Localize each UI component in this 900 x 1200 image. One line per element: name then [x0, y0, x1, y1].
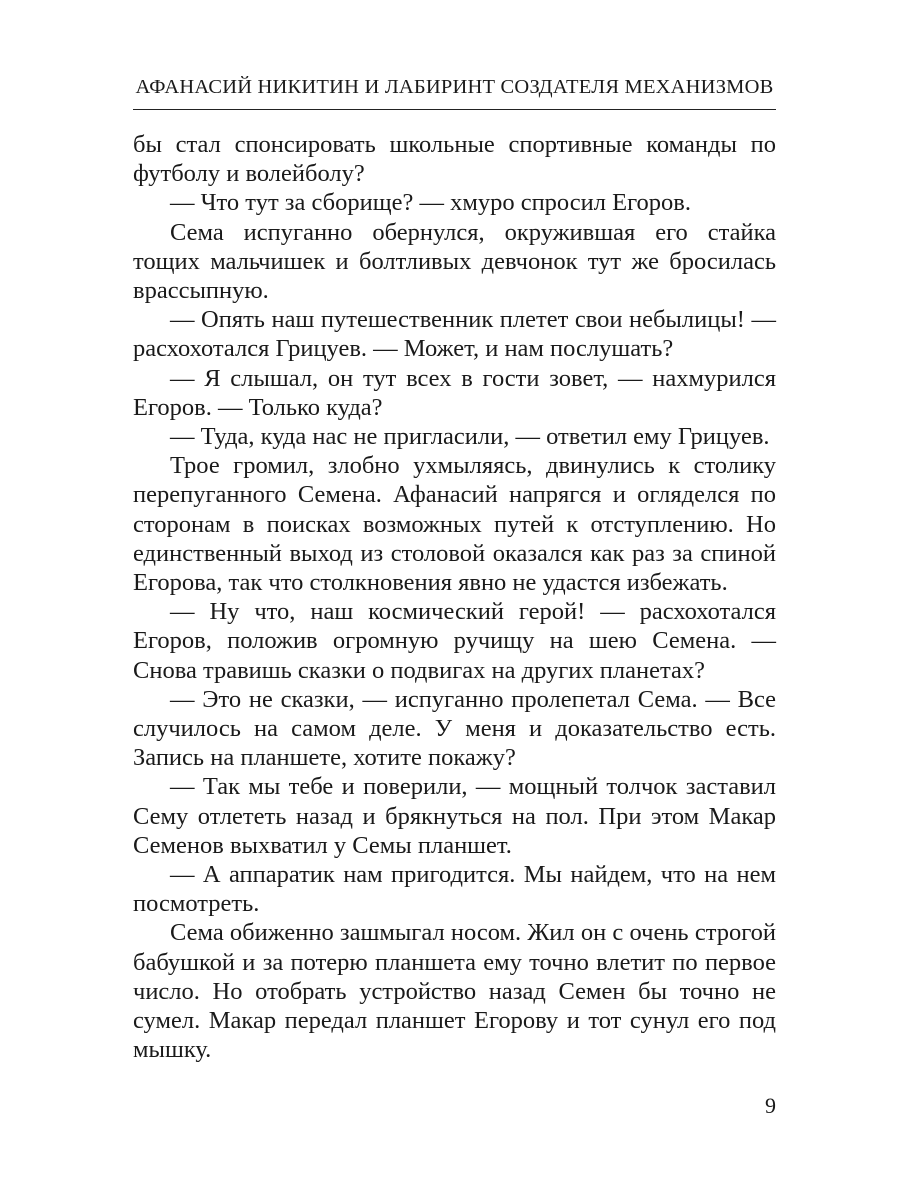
page-number: 9 — [765, 1093, 776, 1118]
paragraph: — Это не сказки, — испуганно пролепетал Сема. — Все случилось на самом деле. У меня и доказательство есть. Запись на планшете, хотите покажу? — [133, 685, 776, 772]
paragraph: — Туда, куда нас не пригласили, — ответил ему Грицуев. — [170, 423, 770, 451]
paragraph: — Что тут за сборище? — хмуро спросил Егоров. — [170, 189, 691, 217]
paragraph: Трое громил, злобно ухмыляясь, двинулись к столику перепуганного Семена. Афанасий напрягся и огляделся по сторонам в поисках возможных путей к отступлению. Но единственный выход из столовой оказался как раз за спиной Егорова, так что столкновения явно не удастся избежать. — [133, 452, 776, 597]
paragraph: — Я слышал, он тут всех в гости зовет, — нахмурился Егоров. — Только куда? — [133, 364, 776, 421]
paragraph: бы стал спонсировать школьные спортивные команды по футболу и волейболу? — [133, 131, 776, 188]
header-rule — [133, 109, 776, 110]
paragraph: — А аппаратик нам пригодится. Мы найдем, что на нем посмотреть. — [133, 861, 776, 918]
paragraph: — Опять наш путешественник плетет свои небылицы! — расхохотался Грицуев. — Может, и нам послушать? — [133, 306, 776, 363]
paragraph: — Так мы тебе и поверили, — мощный толчок заставил Сему отлететь назад и брякнуться на пол. При этом Макар Семенов выхватил у Семы планшет. — [133, 773, 776, 859]
paragraph: Сема испуганно обернулся, окружившая его стайка тощих мальчишек и болтливых девчонок тут же бросилась врассыпную. — [133, 218, 776, 305]
running-head: АФАНАСИЙ НИКИТИН И ЛАБИРИНТ СОЗДАТЕЛЯ МЕХАНИЗМОВ — [135, 76, 774, 98]
paragraph: Сема обиженно зашмыгал носом. Жил он с очень строгой бабушкой и за потерю планшета ему точно влетит по первое число. Но отобрать устройство назад Семен бы точно не сумел. Макар передал планшет Егорову и тот сунул его под мышку. — [133, 919, 776, 1064]
paragraph: — Ну что, наш космический герой! — расхохотался Егоров, положив огромную ручищу на шею Семена. — Снова травишь сказки о подвигах на других планетах? — [133, 598, 776, 684]
body-text — [133, 130, 776, 1065]
